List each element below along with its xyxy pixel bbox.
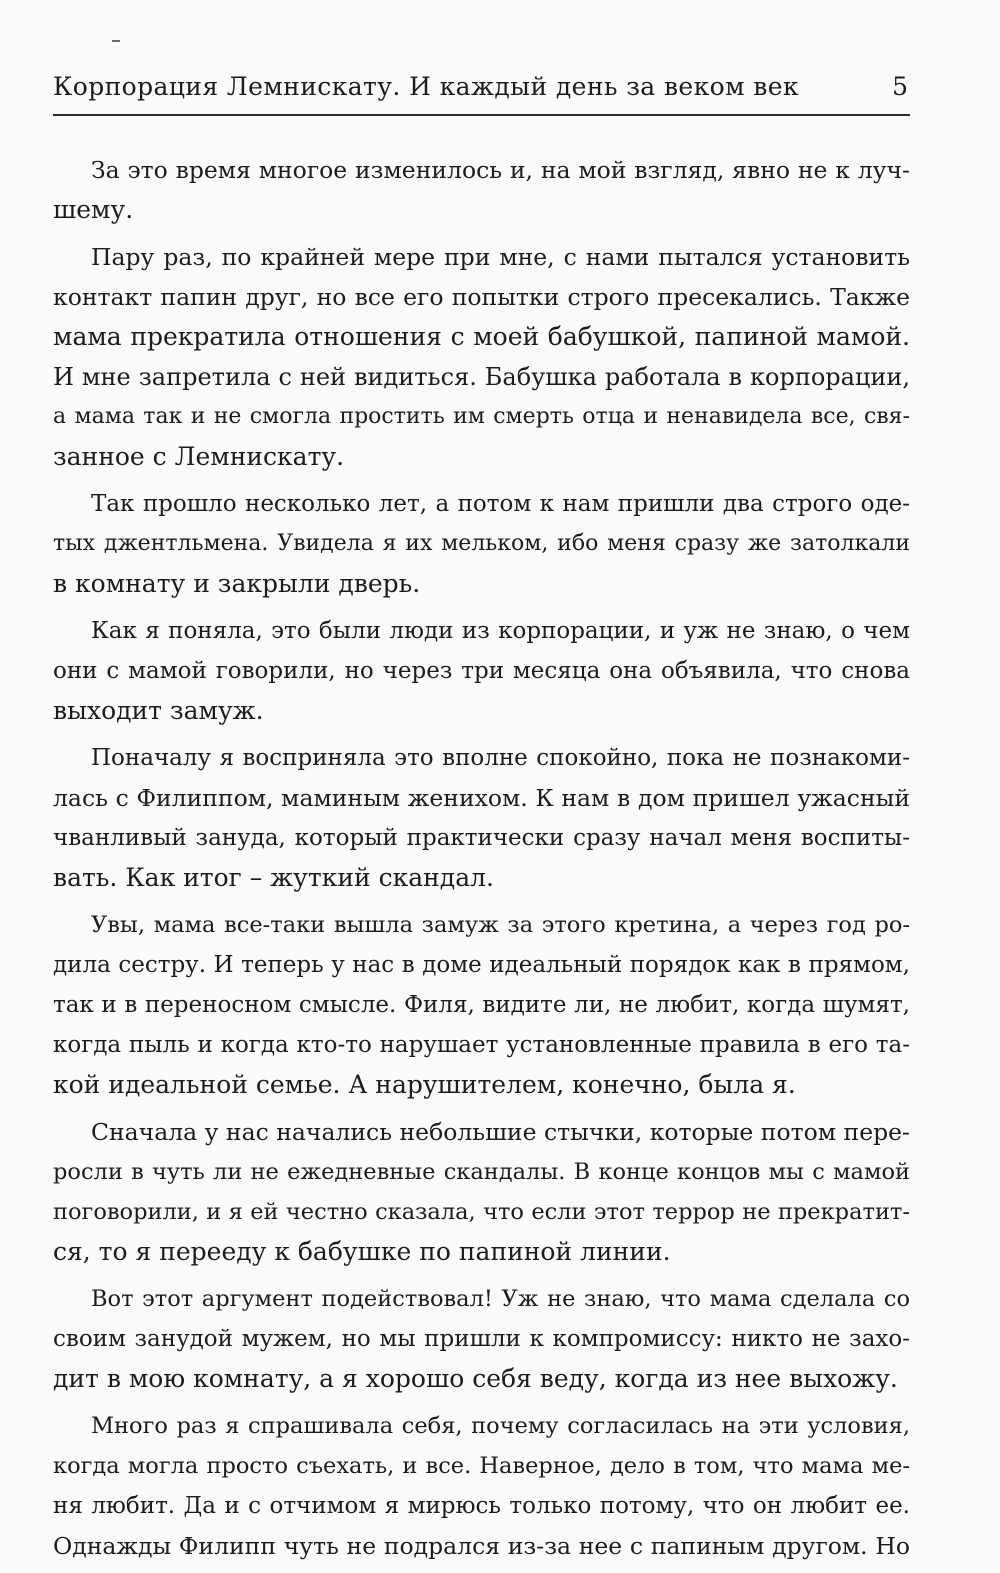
text-line: Сначала у нас начались небольшие стычки, которые потом пере- [91, 1118, 910, 1146]
paragraph [53, 738, 910, 898]
text-line: Так прошло несколько лет, а потом к нам пришли два строго оде- [91, 491, 910, 517]
text-line: лась с Филиппом, маминым женихом. К нам в дом пришел ужасный [53, 784, 910, 812]
paragraph [53, 1112, 910, 1272]
text-line: дила сестру. И теперь у нас в доме идеальный порядок как в прямом, [53, 952, 910, 978]
text-line: Как я поняла, это были люди из корпорации, и уж не знаю, о чем [91, 618, 910, 644]
paragraph [53, 611, 910, 731]
text-line: тых джентльмена. Увидела я их мельком, ибо меня сразу же затолкали [53, 531, 910, 556]
page-header [53, 68, 910, 116]
text-line: а мама так и не смогла простить им смерть отца и ненавидела все, свя- [53, 404, 910, 429]
text-line: когда могла просто съехать, и все. Наверное, дело в том, что мама ме- [53, 1453, 910, 1479]
paragraph [53, 905, 910, 1105]
print-mark [112, 40, 120, 42]
text-line: Однажды Филипп чуть не подрался из-за нее с папиным другом. Но [53, 1532, 910, 1560]
text-line: своим занудой мужем, но мы пришли к компромиссу: никто не захо- [53, 1326, 910, 1352]
text-line: они с мамой говорили, но через три месяца она объявила, что снова [53, 658, 910, 684]
paragraph [53, 1279, 910, 1399]
text-line: вать. Как итог – жуткий скандал. [53, 863, 494, 892]
text-line: ня любит. Да и с отчимом я мирюсь только потому, что он любит ее. [53, 1493, 910, 1519]
text-line: Поначалу я восприняла это вполне спокойно, пока не познакоми- [91, 745, 910, 771]
text-line: чванливый зануда, который практически сразу начал меня воспиты- [53, 825, 910, 851]
page-number: 5 [892, 72, 908, 101]
text-line: шему. [53, 195, 134, 224]
text-line: За это время многое изменилось и, на мой взгляд, явно не к луч- [91, 156, 910, 184]
text-line: Много раз я спрашивала себя, почему согласилась на эти условия, [91, 1413, 910, 1439]
text-line: И мне запретила с ней видиться. Бабушка работала в корпорации, [53, 363, 910, 391]
paragraph [53, 150, 910, 230]
text-line: контакт папин друг, но все его попытки строго пресекались. Также [53, 283, 910, 311]
text-line: мама прекратила отношения с моей бабушкой, папиной мамой. [53, 322, 910, 351]
text-line: дит в мою комнату, а я хорошо себя веду, когда из нее выхожу. [53, 1364, 898, 1393]
text-line: когда пыль и когда кто-то нарушает установленные правила в его та- [53, 1032, 910, 1058]
text-line: ся, то я перееду к бабушке по папиной линии. [53, 1237, 671, 1266]
text-line: поговорили, и я ей честно сказала, что если этот террор не прекратит- [53, 1199, 910, 1225]
body-text [53, 150, 910, 1573]
paragraph [53, 484, 910, 604]
text-line: выходит замуж. [53, 696, 264, 725]
text-line: Пару раз, по крайней мере при мне, с нами пытался установить [91, 243, 910, 271]
text-line: кой идеальной семье. А нарушителем, конечно, была я. [53, 1070, 796, 1099]
text-line: так и в переносном смысле. Филя, видите ли, не любит, когда шумят, [53, 992, 910, 1018]
text-line: Вот этот аргумент подействовал! Уж не знаю, что мама сделала со [91, 1286, 910, 1312]
text-line: росли в чуть ли не ежедневные скандалы. В конце концов мы с мамой [53, 1159, 910, 1185]
text-line: в комнату и закрыли дверь. [53, 569, 421, 598]
paragraph [53, 237, 910, 477]
running-title: Корпорация Лемнискату. И каждый день за веком век [53, 72, 799, 101]
paragraph [53, 1406, 910, 1566]
text-line: занное с Лемнискату. [53, 442, 345, 471]
text-line: Увы, мама все-таки вышла замуж за этого кретина, а через год ро- [91, 912, 910, 938]
